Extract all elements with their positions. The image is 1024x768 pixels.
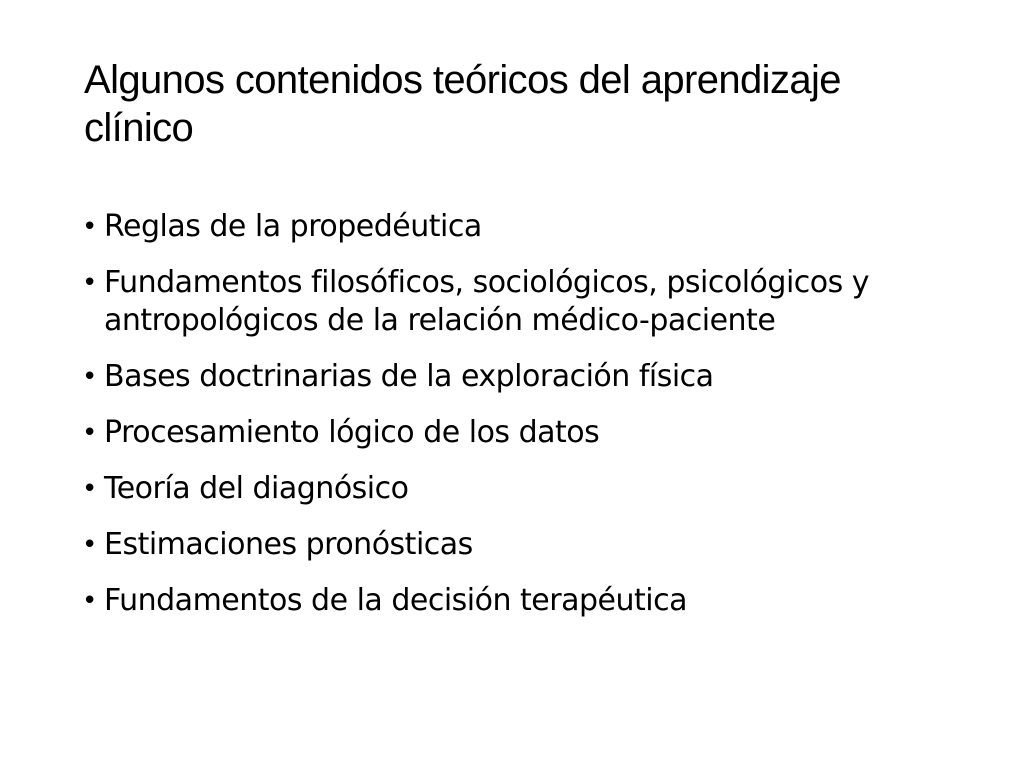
list-item-text: Estimaciones pronósticas: [104, 527, 473, 562]
bullet-dot-icon: •: [82, 586, 97, 616]
list-item-text: Fundamentos de la decisión terapéutica: [104, 583, 687, 618]
list-item: [82, 264, 962, 340]
list-item: [82, 526, 962, 564]
bullet-dot-icon: •: [82, 362, 97, 392]
bullet-dot-icon: •: [82, 212, 97, 242]
list-item-text: Fundamentos filosóficos, sociológicos, psicológicos y antropológicos de la relación médico-paciente: [104, 265, 870, 338]
bullet-dot-icon: •: [82, 418, 97, 448]
bullet-dot-icon: •: [82, 474, 97, 504]
list-item: [82, 470, 962, 508]
list-item-text: Teoría del diagnósico: [104, 471, 409, 506]
slide-title: Algunos contenidos teóricos del aprendizaje clínico: [84, 58, 841, 150]
list-item: [82, 358, 962, 396]
list-item: [82, 414, 962, 452]
bullet-dot-icon: •: [82, 268, 97, 298]
list-item-text: Procesamiento lógico de los datos: [104, 415, 600, 450]
list-item-text: Reglas de la propedéutica: [104, 209, 482, 244]
list-item: [82, 208, 962, 246]
bullet-dot-icon: •: [82, 530, 97, 560]
list-item-text: Bases doctrinarias de la exploración física: [104, 359, 714, 394]
bullet-list: [82, 208, 962, 638]
list-item: [82, 582, 962, 620]
